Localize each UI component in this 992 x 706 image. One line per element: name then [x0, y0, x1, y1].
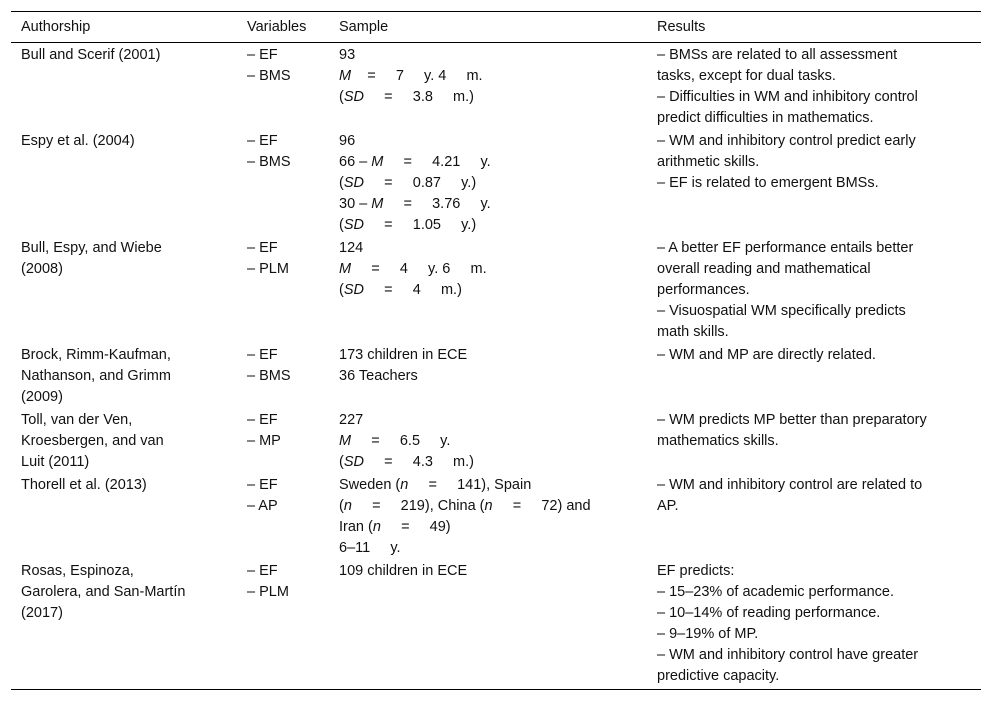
cell-authorship — [11, 236, 237, 343]
sample-text: 96 — [339, 133, 356, 149]
author-line: Bull, Espy, and Wiebe — [21, 240, 162, 256]
cell-variables — [237, 236, 329, 343]
cell-variables — [237, 473, 329, 559]
author-line: Espy et al. (2004) — [21, 133, 135, 149]
table-row — [11, 343, 981, 408]
sample-line — [339, 215, 637, 236]
cell-authorship — [11, 408, 237, 473]
author-line: Thorell et al. (2013) — [21, 477, 147, 493]
sample-text: 30 – — [339, 196, 372, 212]
cell-sample — [329, 408, 647, 473]
cell-results — [647, 129, 981, 236]
sample-symbol: n — [400, 477, 409, 493]
sample-text: Sweden ( — [339, 477, 401, 493]
sample-line — [339, 45, 637, 66]
author-line: Rosas, Espinoza, — [21, 563, 134, 579]
sample-symbol: M — [339, 261, 352, 277]
sample-text: ( — [339, 89, 344, 105]
result-line: predictive capacity. — [657, 668, 780, 684]
sample-text: ( — [339, 498, 344, 514]
sample-line — [339, 452, 637, 473]
sample-text: = 219), China ( — [351, 498, 485, 514]
author-line: (2017) — [21, 605, 63, 621]
result-line: overall reading and mathematical — [657, 261, 871, 277]
sample-line — [339, 475, 637, 496]
cell-variables — [237, 129, 329, 236]
cell-results — [647, 43, 981, 130]
sample-line — [339, 173, 637, 194]
table-row — [11, 408, 981, 473]
sample-symbol: M — [371, 196, 384, 212]
result-line: – EF is related to emergent BMSs. — [657, 175, 879, 191]
sample-symbol: M — [339, 68, 352, 84]
author-line: Toll, van der Ven, — [21, 412, 133, 428]
sample-text: 227 — [339, 412, 364, 428]
cell-results — [647, 408, 981, 473]
variable-item: – EF — [247, 133, 278, 149]
cell-results — [647, 236, 981, 343]
variable-item: – EF — [247, 477, 278, 493]
table-body — [11, 43, 981, 690]
sample-text: ( — [339, 282, 344, 298]
sample-line — [339, 152, 637, 173]
author-line: Brock, Rimm-Kaufman, — [21, 347, 171, 363]
table-row — [11, 236, 981, 343]
sample-symbol: SD — [343, 282, 364, 298]
sample-line — [339, 66, 637, 87]
result-line: – 9–19% of MP. — [657, 626, 759, 642]
cell-authorship — [11, 129, 237, 236]
sample-line — [339, 194, 637, 215]
author-line: (2009) — [21, 389, 63, 405]
cell-results — [647, 473, 981, 559]
result-line: – WM and inhibitory control have greater — [657, 647, 919, 663]
result-line: – WM and MP are directly related. — [657, 347, 876, 363]
sample-text: 6–11 y. — [339, 540, 401, 556]
author-line: Nathanson, and Grimm — [21, 368, 171, 384]
table-row — [11, 129, 981, 236]
sample-text: = 4.21 y. — [383, 154, 491, 170]
cell-sample — [329, 473, 647, 559]
author-line: Luit (2011) — [21, 454, 90, 470]
result-line: – WM and inhibitory control predict early — [657, 133, 916, 149]
variable-item: – AP — [247, 498, 278, 514]
cell-sample — [329, 129, 647, 236]
variable-item: – PLM — [247, 584, 289, 600]
result-line: math skills. — [657, 324, 729, 340]
studies-table — [11, 11, 981, 690]
header-authorship: Authorship — [11, 12, 237, 43]
variable-item: – EF — [247, 47, 278, 63]
result-line: arithmetic skills. — [657, 154, 760, 170]
sample-text: 93 — [339, 47, 356, 63]
sample-text: = 3.8 m.) — [364, 89, 474, 105]
result-line: – WM and inhibitory control are related to — [657, 477, 923, 493]
sample-text: 36 Teachers — [339, 368, 418, 384]
author-line: Kroesbergen, and van — [21, 433, 164, 449]
result-line: – Visuospatial WM specifically predicts — [657, 303, 906, 319]
result-line: – Difficulties in WM and inhibitory control — [657, 89, 918, 105]
sample-symbol: SD — [343, 454, 364, 470]
cell-variables — [237, 343, 329, 408]
sample-line — [339, 238, 637, 259]
sample-text: = 141), Spain — [408, 477, 532, 493]
result-line: tasks, except for dual tasks. — [657, 68, 836, 84]
sample-text: 124 — [339, 240, 364, 256]
sample-line — [339, 345, 637, 366]
sample-text: = 4 m.) — [364, 282, 462, 298]
sample-text: = 72) and — [492, 498, 591, 514]
result-line: – A better EF performance entails better — [657, 240, 914, 256]
table-header — [11, 12, 981, 43]
sample-text: = 3.76 y. — [383, 196, 491, 212]
cell-authorship — [11, 343, 237, 408]
sample-line — [339, 517, 637, 538]
sample-line — [339, 410, 637, 431]
cell-results — [647, 343, 981, 408]
sample-line — [339, 259, 637, 280]
cell-sample — [329, 236, 647, 343]
sample-symbol: SD — [343, 175, 364, 191]
result-line: EF predicts: — [657, 563, 735, 579]
author-line: Bull and Scerif (2001) — [21, 47, 161, 63]
result-line: – BMSs are related to all assessment — [657, 47, 898, 63]
cell-sample — [329, 559, 647, 690]
sample-text: = 1.05 y.) — [364, 217, 477, 233]
sample-text: = 0.87 y.) — [364, 175, 477, 191]
cell-authorship — [11, 473, 237, 559]
variable-item: – EF — [247, 563, 278, 579]
table-row — [11, 559, 981, 690]
author-line: Garolera, and San-Martín — [21, 584, 186, 600]
sample-symbol: SD — [343, 217, 364, 233]
variable-item: – BMS — [247, 68, 291, 84]
variable-item: – BMS — [247, 154, 291, 170]
variable-item: – MP — [247, 433, 281, 449]
header-sample: Sample — [329, 12, 647, 43]
sample-text: 173 children in ECE — [339, 347, 468, 363]
sample-line — [339, 431, 637, 452]
sample-symbol: M — [339, 433, 352, 449]
sample-line — [339, 538, 637, 559]
cell-results — [647, 559, 981, 690]
cell-authorship — [11, 43, 237, 130]
sample-line — [339, 280, 637, 301]
result-line: performances. — [657, 282, 750, 298]
sample-line — [339, 131, 637, 152]
variable-item: – PLM — [247, 261, 289, 277]
header-variables: Variables — [237, 12, 329, 43]
sample-text: ( — [339, 454, 344, 470]
variable-item: – BMS — [247, 368, 291, 384]
author-line: (2008) — [21, 261, 63, 277]
sample-symbol: SD — [343, 89, 364, 105]
table-row — [11, 43, 981, 130]
sample-line — [339, 366, 637, 387]
cell-variables — [237, 408, 329, 473]
cell-authorship — [11, 559, 237, 690]
sample-symbol: n — [343, 498, 352, 514]
sample-line — [339, 496, 637, 517]
result-line: – 15–23% of academic performance. — [657, 584, 894, 600]
sample-line — [339, 561, 637, 582]
sample-line — [339, 87, 637, 108]
sample-text: 66 – — [339, 154, 372, 170]
sample-text: Iran ( — [339, 519, 373, 535]
result-line: predict difficulties in mathematics. — [657, 110, 874, 126]
result-line: – WM predicts MP better than preparatory — [657, 412, 927, 428]
sample-text: = 4.3 m.) — [364, 454, 474, 470]
cell-variables — [237, 559, 329, 690]
variable-item: – EF — [247, 412, 278, 428]
header-row — [11, 12, 981, 43]
sample-text: ( — [339, 175, 344, 191]
header-results: Results — [647, 12, 981, 43]
cell-sample — [329, 43, 647, 130]
result-line: – 10–14% of reading performance. — [657, 605, 881, 621]
sample-text: = 7 y. 4 m. — [351, 68, 483, 84]
sample-text: = 4 y. 6 m. — [351, 261, 487, 277]
cell-sample — [329, 343, 647, 408]
sample-text: ( — [339, 217, 344, 233]
result-line: AP. — [657, 498, 679, 514]
sample-symbol: n — [372, 519, 381, 535]
sample-text: 109 children in ECE — [339, 563, 468, 579]
table-row — [11, 473, 981, 559]
sample-text: = 6.5 y. — [351, 433, 451, 449]
sample-text: = 49) — [380, 519, 451, 535]
variable-item: – EF — [247, 347, 278, 363]
variable-item: – EF — [247, 240, 278, 256]
sample-symbol: M — [371, 154, 384, 170]
sample-symbol: n — [484, 498, 493, 514]
result-line: mathematics skills. — [657, 433, 779, 449]
cell-variables — [237, 43, 329, 130]
